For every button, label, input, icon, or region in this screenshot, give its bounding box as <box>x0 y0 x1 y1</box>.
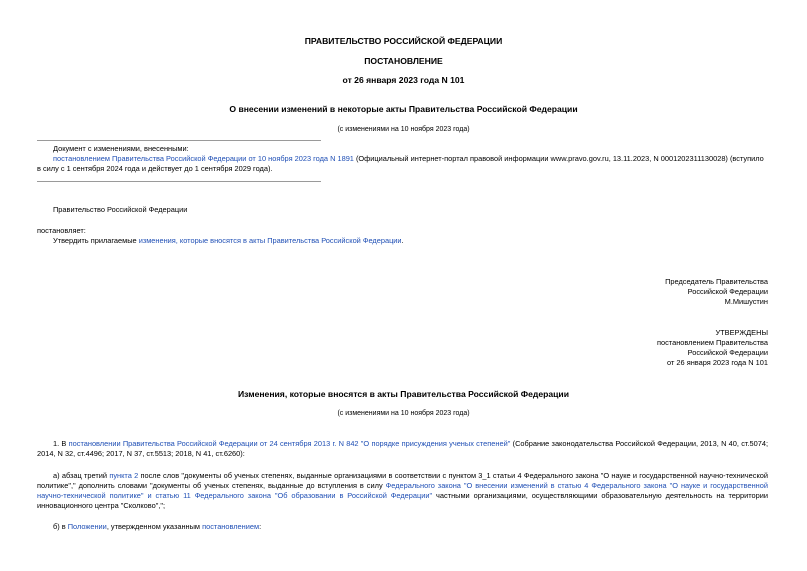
appendix-revision: (с изменениями на 10 ноября 2023 года) <box>337 410 470 417</box>
regulation-link[interactable]: Положении <box>67 522 107 531</box>
item-1a-rest: частными организациями, осуществляющими образовательную деятельность на территории инновационного центра "Сколково","; <box>37 491 768 510</box>
item-1b-paragraph <box>37 522 768 532</box>
approved-country: Российской Федерации <box>687 348 768 357</box>
authority-text: Правительство Российской Федерации <box>53 205 188 214</box>
approved-by: постановлением Правительства <box>657 338 768 347</box>
signature-name: М.Мишустин <box>724 297 768 306</box>
divider-bottom <box>37 181 321 182</box>
point-2-link[interactable]: пункта 2 <box>109 471 139 480</box>
item-1-rest: (Собрание законодательства Российской Федерации, 2013, N 40, ст.5074; 2014, N 32, ст.4496; 2017, N 37, ст.5513; 2018, N 41, ст.6260): <box>37 439 769 458</box>
document-title: О внесении изменений в некоторые акты Правительства Российской Федерации <box>229 104 578 114</box>
changes-intro: Документ с изменениями, внесенными: <box>53 144 189 153</box>
changes-link[interactable]: изменения, которые вносятся в акты Правительства Российской Федерации <box>138 236 402 245</box>
item-1-prefix: 1. В <box>53 439 69 448</box>
document-date-number: от 26 января 2023 года N 101 <box>342 75 465 85</box>
amending-decree-link[interactable]: постановлением Правительства Российской Федерации от 10 ноября 2023 года N 1891 <box>53 154 354 163</box>
government-name: ПРАВИТЕЛЬСТВО РОССИЙСКОЙ ФЕДЕРАЦИИ <box>304 36 503 46</box>
federal-law-link[interactable]: Федерального закона "О внесении изменений в статью 4 Федерального закона "О науке и государственной научно-технической политике" и статью 11 Федерального закона "Об образовании в Российской Федерации" <box>37 481 769 500</box>
approve-suffix: . <box>401 236 404 245</box>
approve-prefix: Утвердить прилагаемые <box>53 236 139 245</box>
changes-note-text <box>37 154 768 174</box>
divider-top <box>37 140 321 141</box>
decree-text: постановляет: <box>37 226 86 235</box>
item-1a-paragraph <box>37 471 768 511</box>
approve-paragraph <box>53 236 404 246</box>
item-1b-middle: , утвержденном указанным <box>106 522 203 531</box>
approved-block <box>657 328 768 368</box>
approved-date: от 26 января 2023 года N 101 <box>667 358 768 367</box>
decree-842-link[interactable]: постановлении Правительства Российской Федерации от 24 сентября 2013 г. N 842 "О порядке присуждения ученых степеней" <box>68 439 511 448</box>
item-1a-middle: после слов "документы об ученых степенях, выданные организациями в соответствии с пунктом 3_1 статьи 4 Федерального закона "О науке и государственной научно-технической политике"," дополнить словами "документы об ученых степенях, выданные до вступления в силу <box>37 471 769 490</box>
revision-note: (с изменениями на 10 ноября 2023 года) <box>337 126 470 133</box>
signature-position: Председатель Правительства <box>665 277 768 286</box>
document-type: ПОСТАНОВЛЕНИЕ <box>364 56 443 66</box>
item-1b-suffix: : <box>259 522 262 531</box>
appendix-title: Изменения, которые вносятся в акты Правительства Российской Федерации <box>237 389 569 399</box>
item-1a-prefix: а) абзац третий <box>53 471 110 480</box>
item-1b-prefix: б) в <box>53 522 68 531</box>
decree-link[interactable]: постановлением <box>202 522 260 531</box>
signature-country: Российской Федерации <box>687 287 768 296</box>
approved-heading: УТВЕРЖДЕНЫ <box>715 328 768 337</box>
signature-block <box>665 277 768 307</box>
item-1-paragraph <box>37 439 768 459</box>
changes-note-rest: (Официальный интернет-портал правовой информации www.pravo.gov.ru, 13.11.2023, N 0001202311130028) (вступило в силу с 1 сентября 2024 года и действует до 1 сентября 2029 года). <box>37 154 764 173</box>
